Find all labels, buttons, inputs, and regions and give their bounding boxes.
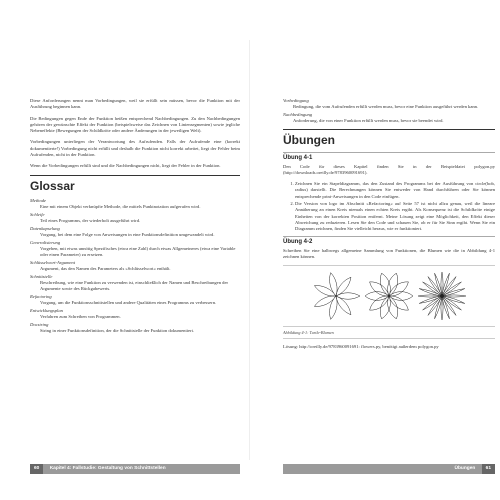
exercise-1-list: [283, 181, 495, 232]
glossary-definition: Vorgehen, mit etwas unnötig Spezifisches (etwa eine Zahl) durch etwas Allgemeineres (etwa eine Variable oder einen Parameter) zu ersetzen.: [40, 245, 236, 258]
glossary-term: Nachbedingung: [283, 111, 313, 117]
glossary-list-continued: [283, 98, 495, 125]
glossary-entry: [283, 112, 495, 125]
glossary-definition: Vorgang, um die Funktionsschnittstellen und andere Qualitäten eines Programms zu verbessern.: [40, 300, 217, 306]
glossary-term: Entwicklungsplan: [30, 308, 63, 314]
glossary-entry: [30, 212, 240, 225]
glossary-term: Schlüsselwort-Argument: [30, 259, 75, 265]
glossary-definition: Anforderung, die von einer Funktion erfüllt werden muss, bevor sie beendet wird.: [293, 118, 444, 124]
glossary-entry: [30, 308, 240, 321]
left-footer: [30, 464, 240, 474]
left-running-title: Kapitel 4: Fallstudie: Gestaltung von Schnittstellen: [49, 466, 166, 471]
intro-paragraph-2: Die Bedingungen gegen Ende der Funktion heißen entsprechend Nachbedingungen. Zu den Nachbedingungen gehören der gewünschte Effekt der Funktion (beispielsweise das Zeichnen von Liniensegmenten) sowie jegliche Nebeneffekte (Bewegungen der Schildkröte oder andere Änderungen in der jeweiligen Welt).: [30, 115, 240, 134]
glossary-heading: Glossar: [30, 175, 240, 193]
glossary-definition: String in einer Funktionsdefinition, der die Schnittstelle der Funktion dokumentiert.: [40, 328, 194, 334]
exercise-2-heading: Übung 4-2: [283, 236, 495, 246]
glossary-definition: Eine mit einem Objekt verknüpfte Methode, die mittels Punktnotation aufgerufen wird.: [40, 203, 201, 209]
glossary-term: Generalisierung: [30, 239, 61, 245]
glossary-entry: [283, 98, 495, 111]
exercise-2-intro: Schreiben Sie eine halbwegs allgemeine Sammlung von Funktionen, die Blumen wie die in Abbildung 4-1 zeichnen können.: [283, 247, 495, 259]
right-footer: [283, 464, 495, 474]
glossary-term: Docstring: [30, 322, 49, 328]
left-page-number: 60: [30, 464, 43, 474]
glossary-term: Vorbedingung: [283, 98, 309, 103]
glossary-term: Refactoring: [30, 294, 52, 300]
glossary-term: Schleife: [30, 211, 45, 217]
glossary-entry: [30, 198, 240, 211]
gutter: [249, 40, 250, 460]
flowers-figure: [283, 265, 495, 327]
petal: [380, 273, 390, 296]
petal: [314, 296, 336, 307]
list-item: 2. Die Version von logo im Abschnitt »Refactoring« auf Seite 57 ist nicht allzu genau, weil die lineare Annäherung an einen Kreis niemals einen echten Kreis ergibt. Als Konsequenz ist die Schildkröte einige Einheiten von der korrekten Position entfernt. Meine Lösung zeigt eine Möglichkeit, den Effekt dieser Abweichung zu reduzieren. Lesen Sie den Code und schauen Sie, ob er für Sie Sinn ergibt. Wenn Sie ein Diagramm zeichnen, finden Sie vielleicht heraus, wie er funktioniert.: [295, 201, 495, 232]
petal: [336, 293, 360, 299]
left-page: [30, 98, 240, 336]
petal: [330, 273, 337, 296]
petal: [380, 296, 390, 319]
right-page-number: 61: [482, 464, 495, 474]
solution-text: Lösung: http://oreilly.de/9783960091691: flowers.py, benötigt außerdem polygon.py: [283, 344, 439, 350]
flower-2: [365, 273, 413, 319]
glossary-list: [30, 198, 240, 335]
flower-3: [418, 272, 466, 320]
glossary-term: Methode: [30, 197, 47, 203]
glossary-term: Datenkapselung: [30, 225, 60, 231]
glossary-definition: Teil eines Programms, der wiederholt ausgeführt wird.: [40, 217, 141, 223]
intro-paragraph-1: Diese Anforderungen nennt man Vorbedingungen, weil sie erfüllt sein müssen, bevor die Funktion mit der Ausführung beginnen kann.: [30, 98, 240, 110]
glossary-definition: Vorgang, bei dem eine Folge von Anweisungen in eine Funktionsdefinition umgewandelt wird.: [40, 231, 215, 237]
glossary-definition: Verfahren zum Schreiben von Programmen.: [40, 314, 121, 320]
glossary-entry: [30, 240, 240, 259]
exercise-1-intro: Den Code für dieses Kapitel finden Sie in der Beispieldatei polygon.py (http://downloads.oreilly.de/9783960091691).: [283, 163, 495, 175]
petal: [388, 273, 398, 296]
glossary-term: Schnittstelle: [30, 273, 53, 279]
glossary-entry: [30, 294, 240, 307]
exercises-heading: Übungen: [283, 129, 495, 147]
glossary-definition: Bedingung, die vom Aufrufenden erfüllt werden muss, bevor eine Funktion ausgeführt werden kann.: [293, 104, 479, 110]
flowers-svg: [309, 270, 469, 322]
glossary-entry: [30, 322, 240, 335]
petal: [388, 296, 398, 319]
exercise-1-heading: Übung 4-1: [283, 152, 495, 162]
intro-paragraph-3: Vorbedingungen unterliegen der Verantwortung des Aufrufenden. Falls der Aufrufende eine (korrekt dokumentierte!) Vorbedingung nicht erfüllt und deshalb die Funktion nicht korrekt arbeitet, liegt der Fehler beim Aufrufenden, nicht in der Funktion.: [30, 139, 240, 158]
intro-paragraph-4: Wenn die Vorbedingungen erfüllt sind und die Nachbedingungen nicht, liegt der Fehler in der Funktion.: [30, 163, 221, 169]
petal: [314, 286, 336, 297]
glossary-entry: [30, 260, 240, 273]
glossary-definition: Argument, das den Namen des Parameters als »Schlüsselwort« enthält.: [40, 266, 171, 272]
flower-1: [314, 273, 360, 320]
right-page: [283, 98, 495, 356]
glossary-entry: [30, 226, 240, 239]
figure-caption: Abbildung 4-1: Turtle-Blumen: [283, 330, 495, 339]
glossary-definition: Beschreibung, wie eine Funktion zu verwenden ist, einschließlich der Namen und Beschreibungen der Argumente sowie des Rückgabewerts.: [40, 280, 229, 292]
list-item: 1. Zeichnen Sie ein Stapeldiagramm, das den Zustand des Programms bei der Ausführung von circle(bob, radius) darstellt. Die Berechnungen können Sie entweder von Hand durchführen oder Sie können entsprechende print-Anweisungen in den Code einfügen.: [295, 181, 495, 200]
right-running-title: Übungen: [454, 466, 476, 471]
glossary-entry: [30, 274, 240, 293]
